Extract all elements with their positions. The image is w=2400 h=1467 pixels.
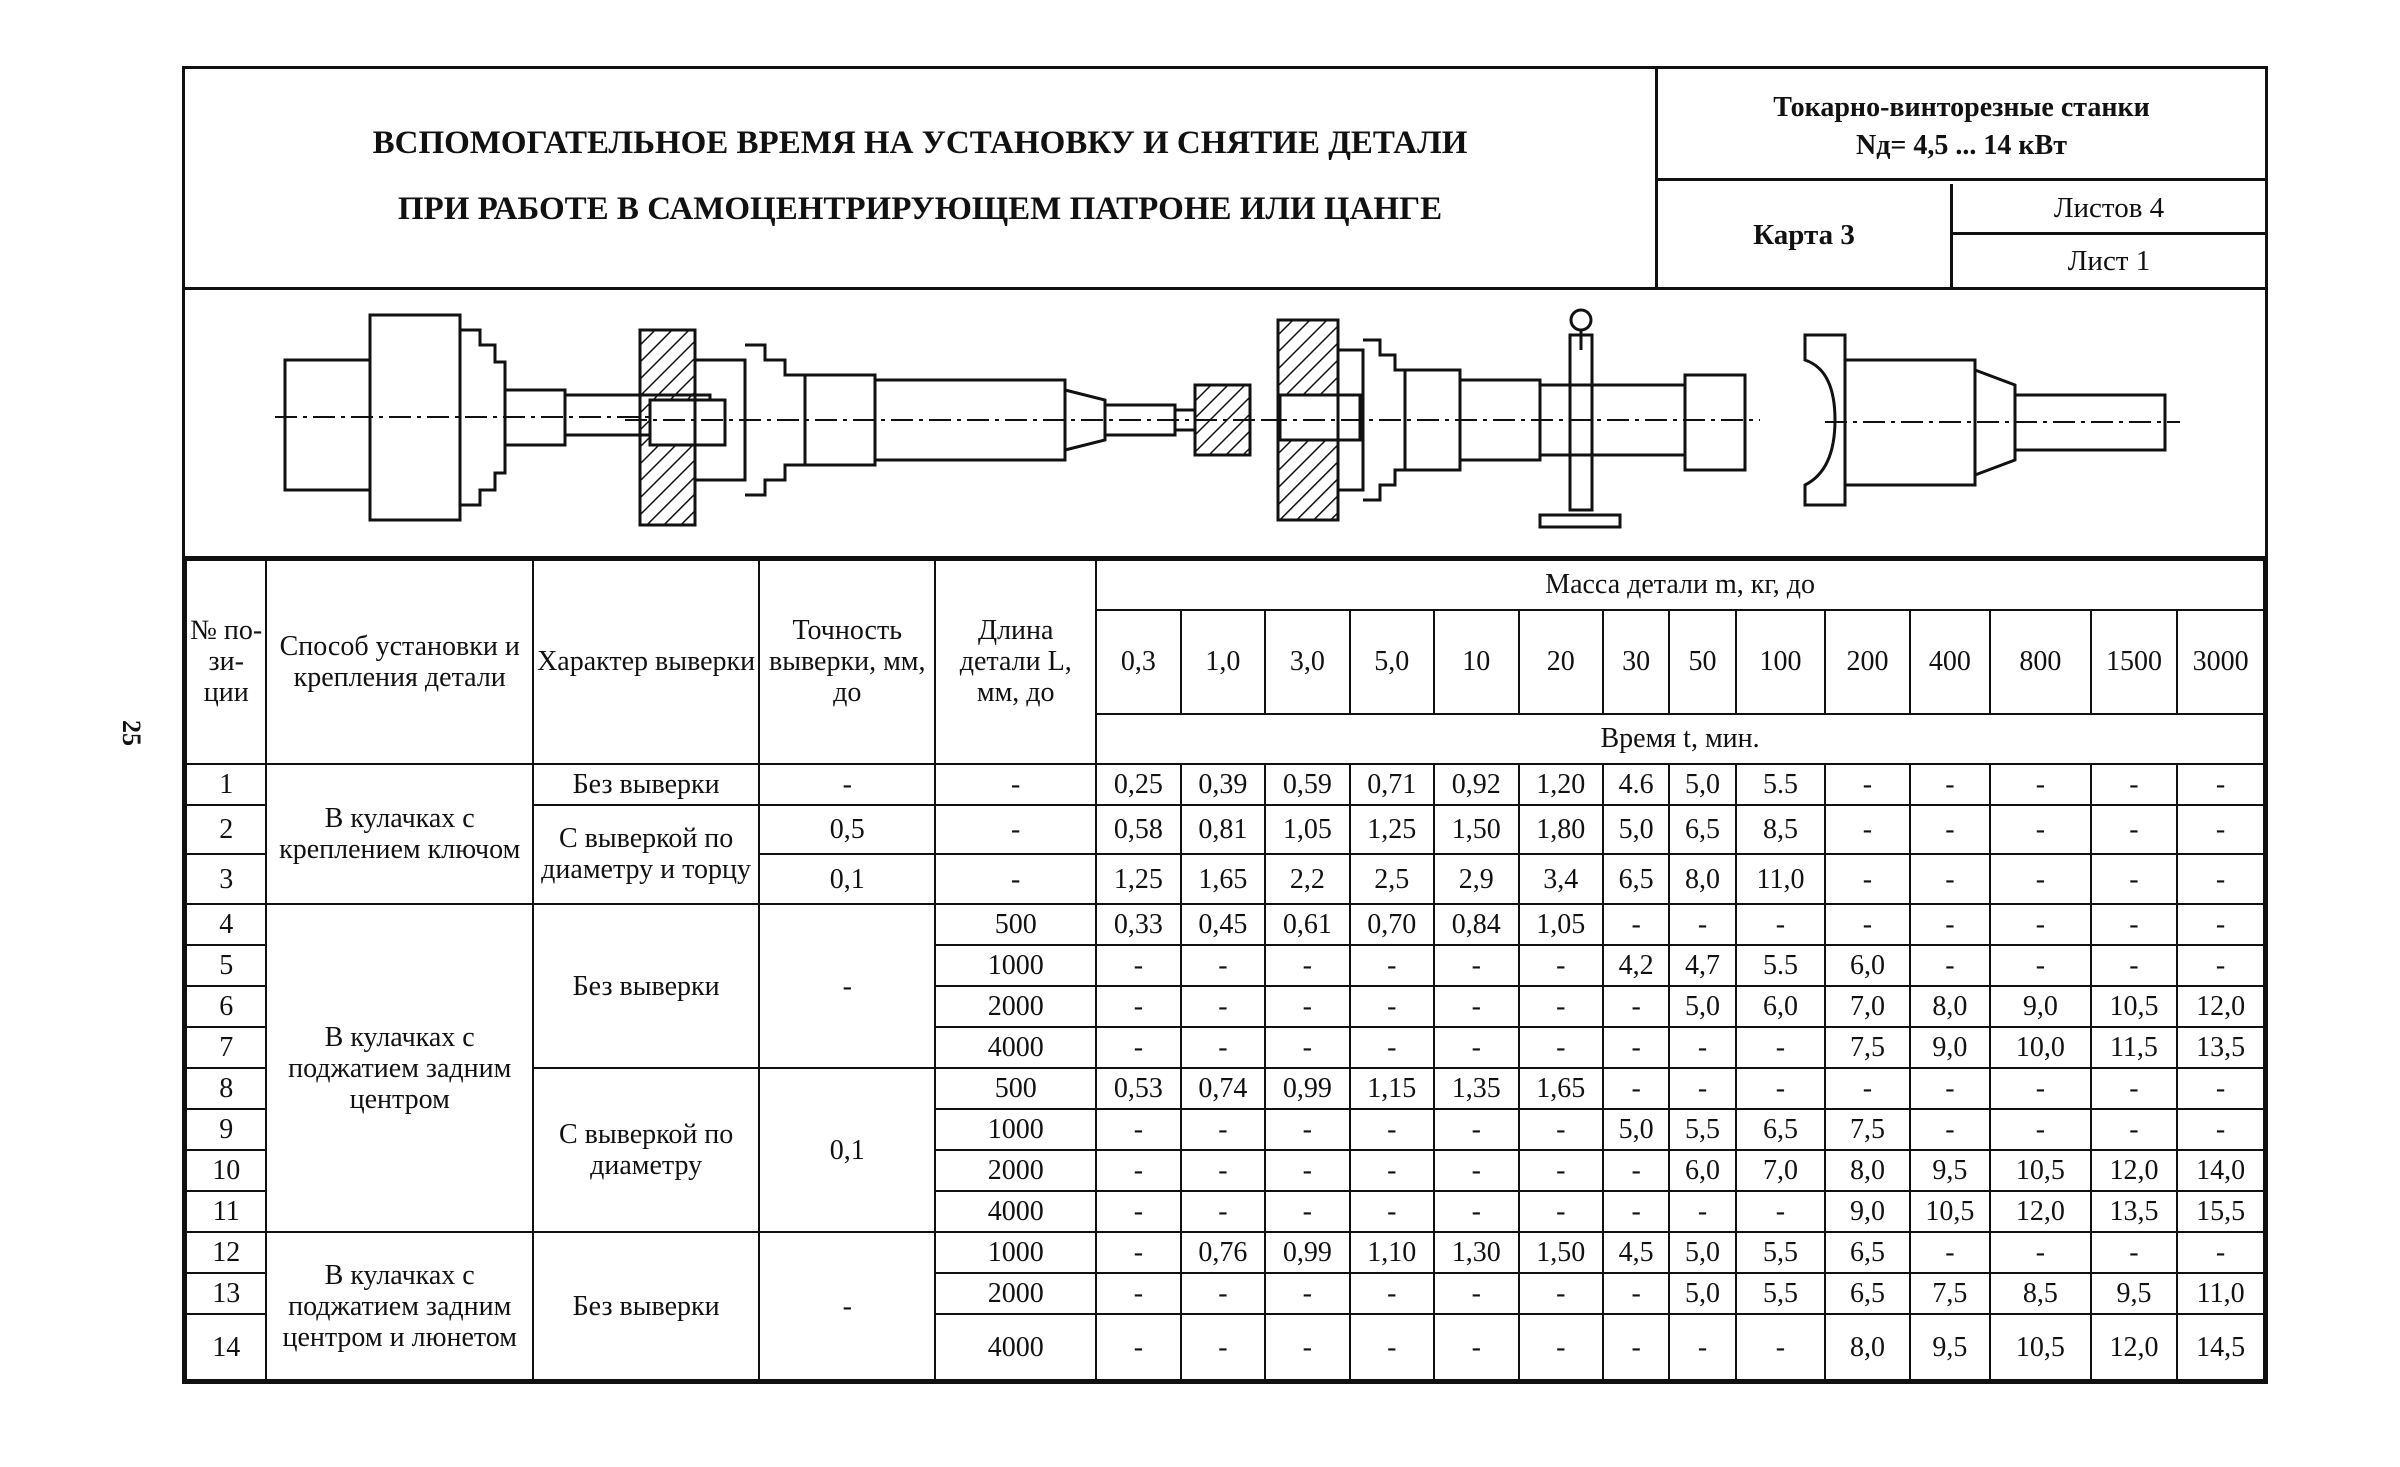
length-cell: - (935, 764, 1096, 805)
time-cell: - (1736, 1068, 1826, 1109)
time-cell: 0,99 (1265, 1068, 1349, 1109)
time-cell: - (1350, 1150, 1434, 1191)
time-cell: 2,2 (1265, 854, 1349, 904)
time-cell: 5,0 (1669, 1273, 1735, 1314)
time-cell: - (1434, 1314, 1518, 1380)
time-cell: 0,53 (1096, 1068, 1180, 1109)
time-cell: - (1603, 904, 1669, 945)
sketch-collet-icon (1805, 335, 2180, 505)
mass-value-header: 3,0 (1265, 610, 1349, 714)
time-cell: 5,5 (1736, 1232, 1826, 1273)
time-cell: - (1825, 805, 1909, 855)
time-cell: 1,50 (1434, 805, 1518, 855)
time-cell: - (1669, 1027, 1735, 1068)
position-number-cell: 14 (186, 1314, 266, 1380)
time-cell: - (1519, 1027, 1603, 1068)
sheets-total: Листов 4 (1953, 184, 2265, 235)
time-cell: 10,5 (2091, 986, 2177, 1027)
time-cell: 0,25 (1096, 764, 1180, 805)
time-cell: - (1519, 945, 1603, 986)
time-cell: 8,0 (1825, 1150, 1909, 1191)
time-cell: 9,5 (1910, 1150, 1990, 1191)
time-cell: - (1181, 1191, 1265, 1232)
page-number: 25 (117, 720, 146, 746)
time-cell: - (1736, 1191, 1826, 1232)
time-cell: 1,65 (1519, 1068, 1603, 1109)
time-cell: 5,0 (1669, 986, 1735, 1027)
time-cell: 10,5 (1990, 1150, 2091, 1191)
time-cell: - (1990, 1109, 2091, 1150)
machine-name: Токарно-винторезные станки (1773, 92, 2150, 123)
time-cell: 11,0 (2177, 1273, 2264, 1314)
table-body (186, 764, 2264, 1380)
time-cell: - (1519, 1191, 1603, 1232)
time-cell: 0,81 (1181, 805, 1265, 855)
time-cell: 0,33 (1096, 904, 1180, 945)
position-number-cell: 11 (186, 1191, 266, 1232)
accuracy-cell: 0,1 (759, 854, 935, 904)
time-cell: - (1519, 1150, 1603, 1191)
time-cell: - (2091, 854, 2177, 904)
accuracy-cell: 0,5 (759, 805, 935, 855)
time-cell: 5,0 (1603, 805, 1669, 855)
time-cell: - (1096, 1314, 1180, 1380)
time-cell: - (1669, 1068, 1735, 1109)
time-cell: - (2091, 764, 2177, 805)
time-cell: 5,5 (1669, 1109, 1735, 1150)
time-cell: 0,84 (1434, 904, 1518, 945)
time-cell: 6,0 (1736, 986, 1826, 1027)
header-accuracy: Точность выверки, мм, до (759, 560, 935, 764)
mass-value-header: 20 (1519, 610, 1603, 714)
position-number-cell: 2 (186, 805, 266, 855)
length-cell: 2000 (935, 1150, 1096, 1191)
position-number-cell: 6 (186, 986, 266, 1027)
time-cell: 0,45 (1181, 904, 1265, 945)
alignment-cell: Без выверки (533, 904, 759, 1068)
position-number-cell: 13 (186, 1273, 266, 1314)
time-cell: 7,5 (1910, 1273, 1990, 1314)
mass-value-header: 400 (1910, 610, 1990, 714)
time-cell: 8,0 (1669, 854, 1735, 904)
time-cell: 7,0 (1825, 986, 1909, 1027)
time-cell: 5,0 (1669, 1232, 1735, 1273)
time-cell: - (2091, 904, 2177, 945)
time-cell: - (1736, 1314, 1826, 1380)
time-cell: - (1350, 1314, 1434, 1380)
length-cell: 500 (935, 1068, 1096, 1109)
machine-type (1658, 69, 2265, 181)
length-cell: 1000 (935, 1232, 1096, 1273)
method-cell: В кулачках с поджатием задним центром (266, 904, 533, 1232)
mass-value-header: 3000 (2177, 610, 2264, 714)
time-cell: - (1265, 1109, 1349, 1150)
time-cell: - (2091, 945, 2177, 986)
mass-value-header: 10 (1434, 610, 1518, 714)
title-line-1: ВСПОМОГАТЕЛЬНОЕ ВРЕМЯ НА УСТАНОВКУ И СНЯТИЕ ДЕТАЛИ (372, 125, 1468, 161)
time-cell: 0,74 (1181, 1068, 1265, 1109)
machine-power: Nд= 4,5 ... 14 кВт (1856, 130, 2067, 161)
time-cell: - (1096, 986, 1180, 1027)
time-cell: 10,0 (1990, 1027, 2091, 1068)
accuracy-cell: 0,1 (759, 1068, 935, 1232)
time-cell: 13,5 (2177, 1027, 2264, 1068)
time-cell: 5.5 (1736, 764, 1826, 805)
time-cell: 10,5 (1910, 1191, 1990, 1232)
mass-value-header: 0,3 (1096, 610, 1180, 714)
time-cell: 7,0 (1736, 1150, 1826, 1191)
time-cell: 11,0 (1736, 854, 1826, 904)
time-cell: 7,5 (1825, 1027, 1909, 1068)
accuracy-cell: - (759, 764, 935, 805)
time-cell: 0,76 (1181, 1232, 1265, 1273)
time-cell: 0,39 (1181, 764, 1265, 805)
sketch-indicator-icon (1265, 310, 1760, 527)
time-cell: - (2177, 805, 2264, 855)
time-cell: 1,10 (1350, 1232, 1434, 1273)
time-cell: - (1603, 1027, 1669, 1068)
time-cell: - (1910, 1068, 1990, 1109)
time-cell: - (1096, 1273, 1180, 1314)
time-cell: 1,35 (1434, 1068, 1518, 1109)
mass-value-header: 200 (1825, 610, 1909, 714)
time-cell: - (1669, 1191, 1735, 1232)
time-cell: - (1096, 1109, 1180, 1150)
time-cell: - (1603, 986, 1669, 1027)
time-cell: - (1990, 854, 2091, 904)
time-cell: 0,70 (1350, 904, 1434, 945)
time-cell: 6,5 (1603, 854, 1669, 904)
time-cell: 6,5 (1825, 1232, 1909, 1273)
time-cell: - (1434, 945, 1518, 986)
time-cell: 1,25 (1350, 805, 1434, 855)
time-cell: - (1434, 1109, 1518, 1150)
mass-value-header: 1500 (2091, 610, 2177, 714)
header-alignment: Характер выверки (533, 560, 759, 764)
time-cell: - (1096, 1027, 1180, 1068)
time-cell: - (1825, 764, 1909, 805)
time-cell: 3,4 (1519, 854, 1603, 904)
header-num: № по-зи-ции (186, 560, 266, 764)
time-cell: 6,0 (1825, 945, 1909, 986)
time-cell: 1,25 (1096, 854, 1180, 904)
time-cell: 14,5 (2177, 1314, 2264, 1380)
header-mass: Масса детали m, кг, до (1096, 560, 2264, 610)
time-cell: 2,5 (1350, 854, 1434, 904)
length-cell: 1000 (935, 945, 1096, 986)
time-cell: 12,0 (2091, 1314, 2177, 1380)
table-row (186, 1232, 2264, 1273)
time-cell: 0,71 (1350, 764, 1434, 805)
time-cell: 9,5 (1910, 1314, 1990, 1380)
time-cell: - (2091, 1232, 2177, 1273)
time-cell: - (2177, 904, 2264, 945)
card-number: Карта 3 (1658, 184, 1953, 287)
time-cell: 5,0 (1669, 764, 1735, 805)
time-cell: 5,5 (1736, 1273, 1826, 1314)
time-cell: 1,65 (1181, 854, 1265, 904)
time-cell: - (1096, 1150, 1180, 1191)
time-cell: 4,5 (1603, 1232, 1669, 1273)
time-cell: - (1350, 1027, 1434, 1068)
time-cell: - (1265, 1150, 1349, 1191)
position-number-cell: 3 (186, 854, 266, 904)
time-cell: 8,0 (1825, 1314, 1909, 1380)
time-cell: 13,5 (2091, 1191, 2177, 1232)
sketch-tailstock-center-icon (625, 330, 1265, 525)
alignment-cell: С выверкой по диаметру и торцу (533, 805, 759, 904)
time-cell: 10,5 (1990, 1314, 2091, 1380)
time-cell: - (1181, 1314, 1265, 1380)
accuracy-cell: - (759, 904, 935, 1068)
setup-sketch-drawing (185, 290, 2265, 556)
length-cell: 500 (935, 904, 1096, 945)
mass-value-header: 30 (1603, 610, 1669, 714)
time-cell: 12,0 (2091, 1150, 2177, 1191)
time-cell: - (1181, 986, 1265, 1027)
time-cell: - (1265, 1191, 1349, 1232)
time-cell: - (1519, 986, 1603, 1027)
time-cell: - (1350, 986, 1434, 1027)
time-cell: - (1910, 904, 1990, 945)
time-cell: 5,0 (1603, 1109, 1669, 1150)
time-cell: 8,5 (1990, 1273, 2091, 1314)
alignment-cell: Без выверки (533, 764, 759, 805)
time-cell: - (1096, 1232, 1180, 1273)
time-cell: 4,7 (1669, 945, 1735, 986)
time-cell: - (1265, 1273, 1349, 1314)
sheet-number: Лист 1 (2067, 245, 2151, 277)
accuracy-cell: - (759, 1232, 935, 1380)
mass-value-header: 1,0 (1181, 610, 1265, 714)
time-cell: - (1350, 1273, 1434, 1314)
method-cell: В кулачках с креплением ключом (266, 764, 533, 904)
length-cell: 4000 (935, 1314, 1096, 1380)
time-cell: - (1434, 1191, 1518, 1232)
table-row (186, 904, 2264, 945)
time-cell: 6,5 (1736, 1109, 1826, 1150)
position-number-cell: 8 (186, 1068, 266, 1109)
time-cell: - (1669, 1314, 1735, 1380)
time-cell: - (1825, 1068, 1909, 1109)
position-number-cell: 12 (186, 1232, 266, 1273)
time-cell: - (1434, 986, 1518, 1027)
time-cell: - (1265, 1314, 1349, 1380)
time-cell: 4.6 (1603, 764, 1669, 805)
time-cell: - (2091, 1068, 2177, 1109)
time-cell: - (2177, 945, 2264, 986)
position-number-cell: 1 (186, 764, 266, 805)
time-cell: - (1990, 1068, 2091, 1109)
time-cell: 1,15 (1350, 1068, 1434, 1109)
time-cell: - (2091, 805, 2177, 855)
position-number-cell: 10 (186, 1150, 266, 1191)
time-table (185, 559, 2265, 1381)
position-number-cell: 5 (186, 945, 266, 986)
length-cell: - (935, 805, 1096, 855)
time-cell: - (1990, 805, 2091, 855)
length-cell: 4000 (935, 1191, 1096, 1232)
time-cell: 0,99 (1265, 1232, 1349, 1273)
time-cell: - (2177, 1109, 2264, 1150)
length-cell: - (935, 854, 1096, 904)
time-cell: - (1434, 1273, 1518, 1314)
time-cell: 7,5 (1825, 1109, 1909, 1150)
table-row (186, 764, 2264, 805)
time-cell: - (1990, 945, 2091, 986)
time-cell: 1,80 (1519, 805, 1603, 855)
position-number-cell: 9 (186, 1109, 266, 1150)
time-cell: 0,61 (1265, 904, 1349, 945)
time-cell: - (1265, 945, 1349, 986)
time-cell: 9,0 (1990, 986, 2091, 1027)
time-cell: - (1181, 945, 1265, 986)
time-cell: 12,0 (1990, 1191, 2091, 1232)
time-cell: - (1669, 904, 1735, 945)
time-cell: - (1736, 1027, 1826, 1068)
time-cell: - (1181, 1027, 1265, 1068)
time-cell: 0,92 (1434, 764, 1518, 805)
time-cell: 9,0 (1910, 1027, 1990, 1068)
time-cell: - (1350, 1191, 1434, 1232)
norm-card (182, 66, 2268, 1384)
position-number-cell: 7 (186, 1027, 266, 1068)
time-cell: 0,59 (1265, 764, 1349, 805)
time-cell: 12,0 (2177, 986, 2264, 1027)
mass-value-header: 5,0 (1350, 610, 1434, 714)
time-cell: - (1181, 1150, 1265, 1191)
method-cell: В кулачках с поджатием задним центром и люнетом (266, 1232, 533, 1380)
length-cell: 2000 (935, 1273, 1096, 1314)
time-cell: 5.5 (1736, 945, 1826, 986)
time-cell: - (1910, 854, 1990, 904)
time-cell: 15,5 (2177, 1191, 2264, 1232)
time-cell: - (2177, 1232, 2264, 1273)
time-cell: - (1350, 945, 1434, 986)
time-cell: - (1825, 904, 1909, 945)
time-cell: - (1910, 1232, 1990, 1273)
time-cell: - (2177, 1068, 2264, 1109)
time-cell: 6,5 (1669, 805, 1735, 855)
time-cell: 1,30 (1434, 1232, 1518, 1273)
time-cell: 4,2 (1603, 945, 1669, 986)
time-cell: - (1519, 1314, 1603, 1380)
time-cell: - (1519, 1109, 1603, 1150)
time-cell: - (1603, 1273, 1669, 1314)
time-cell: - (2177, 764, 2264, 805)
time-cell: 9,5 (2091, 1273, 2177, 1314)
time-cell: - (1265, 1027, 1349, 1068)
time-cell: - (1096, 1191, 1180, 1232)
length-cell: 2000 (935, 986, 1096, 1027)
time-cell: - (1519, 1273, 1603, 1314)
time-cell: - (1603, 1191, 1669, 1232)
time-cell: 1,20 (1519, 764, 1603, 805)
time-cell: - (1825, 854, 1909, 904)
time-cell: - (1910, 945, 1990, 986)
title-line-2: ПРИ РАБОТЕ В САМОЦЕНТРИРУЮЩЕМ ПАТРОНЕ ИЛИ ЦАНГЕ (397, 191, 1443, 227)
time-cell: 1,05 (1519, 904, 1603, 945)
time-cell: 0,58 (1096, 805, 1180, 855)
time-cell: - (1434, 1150, 1518, 1191)
mass-value-header: 50 (1669, 610, 1735, 714)
mass-value-header: 800 (1990, 610, 2091, 714)
time-cell: - (1181, 1273, 1265, 1314)
time-cell: - (1736, 904, 1826, 945)
time-cell: 11,5 (2091, 1027, 2177, 1068)
time-cell: 9,0 (1825, 1191, 1909, 1232)
position-number-cell: 4 (186, 904, 266, 945)
time-cell: 8,5 (1736, 805, 1826, 855)
time-cell: - (1990, 764, 2091, 805)
length-cell: 4000 (935, 1027, 1096, 1068)
time-cell: 2,9 (1434, 854, 1518, 904)
time-cell: - (1181, 1109, 1265, 1150)
time-cell: 8,0 (1910, 986, 1990, 1027)
time-cell: - (2091, 1109, 2177, 1150)
time-cell: - (1603, 1314, 1669, 1380)
time-cell: 14,0 (2177, 1150, 2264, 1191)
time-cell: 1,50 (1519, 1232, 1603, 1273)
time-cell: - (1096, 945, 1180, 986)
time-cell: - (1434, 1027, 1518, 1068)
header-time: Время t, мин. (1096, 714, 2264, 764)
alignment-cell: Без выверки (533, 1232, 759, 1380)
time-cell: - (1603, 1068, 1669, 1109)
time-cell: - (1990, 904, 2091, 945)
time-cell: - (1603, 1150, 1669, 1191)
time-cell: - (1910, 1109, 1990, 1150)
time-cell: 6,5 (1825, 1273, 1909, 1314)
time-cell: - (1910, 805, 1990, 855)
length-cell: 1000 (935, 1109, 1096, 1150)
time-cell: - (1910, 764, 1990, 805)
setup-sketches (185, 290, 2265, 559)
mass-value-header: 100 (1736, 610, 1826, 714)
alignment-cell: С выверкой по диаметру (533, 1068, 759, 1232)
header-method: Способ установки и крепления детали (266, 560, 533, 764)
title-main (185, 69, 1658, 287)
time-cell: - (1265, 986, 1349, 1027)
time-cell: 1,05 (1265, 805, 1349, 855)
time-cell: - (2177, 854, 2264, 904)
time-cell: 6,0 (1669, 1150, 1735, 1191)
time-cell: - (1350, 1109, 1434, 1150)
time-cell: - (1990, 1232, 2091, 1273)
header-length: Длина детали L, мм, до (935, 560, 1096, 764)
title-block (185, 69, 2265, 290)
